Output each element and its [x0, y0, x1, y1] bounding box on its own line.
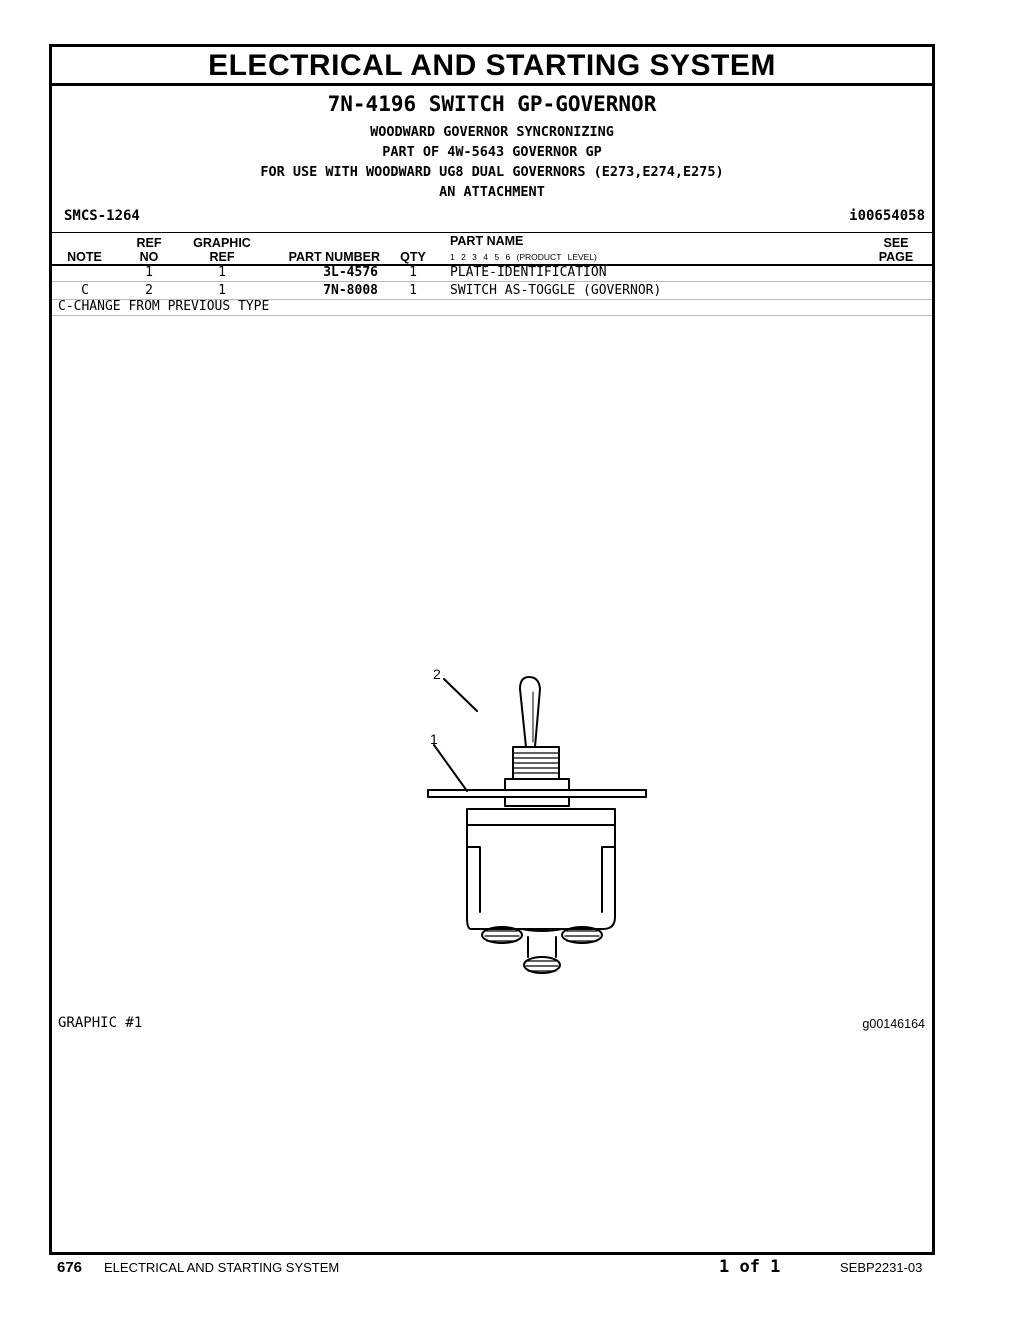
- row-part-name: PLATE-IDENTIFICATION: [450, 265, 607, 280]
- subtitle-line: AN ATTACHMENT: [439, 184, 545, 200]
- header-see-page: [874, 236, 918, 264]
- graphic-label: GRAPHIC #1: [58, 1015, 143, 1031]
- mounting-nut: [505, 779, 569, 790]
- header-part-name: PART NAME: [450, 234, 524, 248]
- toggle-switch-drawing: [372, 617, 662, 987]
- smcs-code: SMCS-1264: [64, 208, 140, 224]
- header-see-top: SEE: [883, 236, 909, 250]
- toggle-lever: [520, 677, 540, 747]
- callout-leader-1: [434, 745, 467, 791]
- row-qty: 1: [409, 265, 417, 280]
- change-note: C-CHANGE FROM PREVIOUS TYPE: [58, 299, 270, 314]
- header-graphic-bottom: REF: [209, 250, 235, 264]
- header-graphic-top: GRAPHIC: [193, 236, 251, 250]
- header-graphic: [190, 236, 254, 264]
- group-subtitles: [52, 122, 932, 202]
- footer-section-title: ELECTRICAL AND STARTING SYSTEM: [104, 1260, 340, 1275]
- header-part-number: PART NUMBER: [288, 250, 380, 264]
- parts-table-header: [52, 232, 932, 266]
- row-ref: 1: [145, 265, 153, 280]
- row-graphic-ref: 1: [218, 283, 226, 298]
- table-row: [52, 264, 932, 282]
- callout-label: 2: [433, 666, 441, 682]
- subtitle-line: WOODWARD GOVERNOR SYNCRONIZING: [370, 124, 614, 140]
- header-see-bottom: PAGE: [878, 250, 914, 264]
- subtitle-line: PART OF 4W-5643 GOVERNOR GP: [382, 144, 602, 160]
- header-ref-bottom: NO: [139, 250, 159, 264]
- header-ref: [132, 236, 166, 264]
- footer-document-number: SEBP2231-03: [840, 1260, 923, 1275]
- group-title: 7N-4196 SWITCH GP-GOVERNOR: [327, 92, 657, 116]
- row-ref: 2: [145, 283, 153, 298]
- parts-page-frame: [49, 44, 935, 1255]
- footer-page-number: 676: [57, 1259, 83, 1276]
- section-title: ELECTRICAL AND STARTING SYSTEM: [52, 47, 932, 86]
- callout-leader-2: [444, 679, 477, 711]
- row-part-number: 3L-4576: [323, 265, 378, 280]
- identification-plate: [428, 790, 646, 797]
- row-part-name: SWITCH AS-TOGGLE (GOVERNOR): [450, 283, 662, 298]
- header-qty: QTY: [400, 250, 426, 264]
- callout-label: 1: [430, 731, 438, 747]
- graphic-id: g00146164: [862, 1017, 925, 1031]
- row-qty: 1: [409, 283, 417, 298]
- footer-page-of: 1 of 1: [719, 1257, 781, 1277]
- switch-body: [467, 809, 615, 929]
- row-graphic-ref: 1: [218, 265, 226, 280]
- header-product-levels: 1 2 3 4 5 6 (PRODUCT LEVEL): [450, 252, 597, 262]
- change-note-row: [52, 298, 932, 316]
- illustration-id: i00654058: [849, 208, 925, 224]
- row-note: C: [81, 283, 89, 298]
- header-ref-top: REF: [136, 236, 162, 250]
- subtitle-line: FOR USE WITH WOODWARD UG8 DUAL GOVERNORS (E273,E274,E275): [260, 164, 724, 180]
- row-part-number: 7N-8008: [323, 283, 378, 298]
- header-note: NOTE: [67, 250, 102, 264]
